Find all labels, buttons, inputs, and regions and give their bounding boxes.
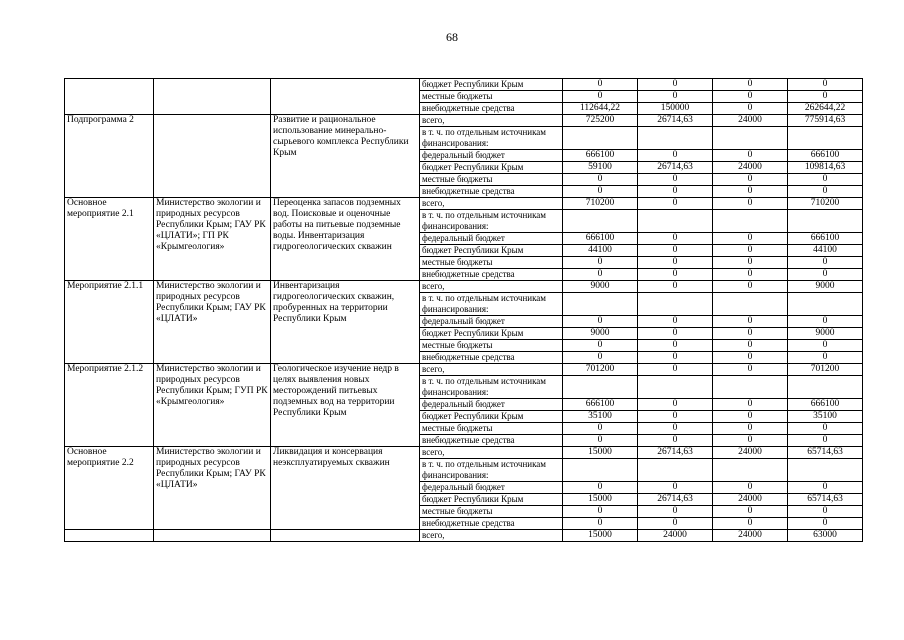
value-cell-v4: 0 xyxy=(788,91,863,103)
value-cell-v3: 0 xyxy=(713,198,788,210)
value-cell-v2: 0 xyxy=(638,198,713,210)
source-cell: в т. ч. по отдельным источникам финансирования: xyxy=(420,376,563,399)
source-cell: всего, xyxy=(420,447,563,459)
source-cell: федеральный бюджет xyxy=(420,316,563,328)
description-cell: Инвентаризация гидрогеологических скважин, пробуренных на территории Республики Крым xyxy=(271,281,420,364)
source-cell: всего, xyxy=(420,530,563,542)
value-cell-v2: 0 xyxy=(638,174,713,186)
value-cell-v3: 0 xyxy=(713,328,788,340)
source-cell: всего, xyxy=(420,364,563,376)
value-cell-v2: 0 xyxy=(638,364,713,376)
value-cell-v2: 0 xyxy=(638,352,713,364)
value-cell-v3: 24000 xyxy=(713,530,788,542)
value-cell-v4: 0 xyxy=(788,518,863,530)
value-cell-v3 xyxy=(713,293,788,316)
value-cell-v3 xyxy=(713,376,788,399)
executor-cell: Министерство экологии и природных ресурсов Республики Крым; ГУП РК «Крымгеология» xyxy=(154,364,271,447)
source-cell: в т. ч. по отдельным источникам финансирования: xyxy=(420,293,563,316)
value-cell-v3: 0 xyxy=(713,150,788,162)
value-cell-v3: 0 xyxy=(713,435,788,447)
description-cell xyxy=(271,79,420,115)
value-cell-v2 xyxy=(638,459,713,482)
value-cell-v2: 26714,63 xyxy=(638,162,713,174)
value-cell-v3: 0 xyxy=(713,91,788,103)
value-cell-v2: 0 xyxy=(638,506,713,518)
value-cell-v4: 666100 xyxy=(788,233,863,245)
value-cell-v1 xyxy=(563,293,638,316)
value-cell-v3: 24000 xyxy=(713,162,788,174)
source-cell: бюджет Республики Крым xyxy=(420,162,563,174)
name-cell: Основное мероприятие 2.1 xyxy=(65,198,154,281)
value-cell-v3: 0 xyxy=(713,352,788,364)
value-cell-v3 xyxy=(713,210,788,233)
source-cell: бюджет Республики Крым xyxy=(420,79,563,91)
value-cell-v4: 0 xyxy=(788,423,863,435)
value-cell-v2: 150000 xyxy=(638,103,713,115)
source-cell: бюджет Республики Крым xyxy=(420,494,563,506)
value-cell-v1: 0 xyxy=(563,506,638,518)
value-cell-v1: 44100 xyxy=(563,245,638,257)
value-cell-v4: 0 xyxy=(788,435,863,447)
value-cell-v3: 0 xyxy=(713,233,788,245)
value-cell-v1: 9000 xyxy=(563,328,638,340)
value-cell-v2: 26714,63 xyxy=(638,115,713,127)
value-cell-v4 xyxy=(788,293,863,316)
value-cell-v1 xyxy=(563,210,638,233)
value-cell-v4: 0 xyxy=(788,340,863,352)
value-cell-v3: 0 xyxy=(713,506,788,518)
value-cell-v2 xyxy=(638,376,713,399)
value-cell-v4: 0 xyxy=(788,186,863,198)
table-row xyxy=(65,281,863,293)
value-cell-v2: 0 xyxy=(638,281,713,293)
value-cell-v3: 0 xyxy=(713,79,788,91)
source-cell: бюджет Республики Крым xyxy=(420,411,563,423)
executor-cell: Министерство экологии и природных ресурсов Республики Крым; ГАУ РК «ЦЛАТИ» xyxy=(154,281,271,364)
source-cell: местные бюджеты xyxy=(420,174,563,186)
executor-cell xyxy=(154,79,271,115)
source-cell: федеральный бюджет xyxy=(420,482,563,494)
value-cell-v1: 725200 xyxy=(563,115,638,127)
value-cell-v2: 0 xyxy=(638,518,713,530)
source-cell: местные бюджеты xyxy=(420,91,563,103)
source-cell: местные бюджеты xyxy=(420,506,563,518)
value-cell-v3: 0 xyxy=(713,316,788,328)
value-cell-v1: 0 xyxy=(563,269,638,281)
source-cell: бюджет Республики Крым xyxy=(420,245,563,257)
executor-cell: Министерство экологии и природных ресурсов Республики Крым; ГАУ РК «ЦЛАТИ» xyxy=(154,447,271,530)
value-cell-v4 xyxy=(788,127,863,150)
value-cell-v2: 0 xyxy=(638,91,713,103)
value-cell-v4: 0 xyxy=(788,316,863,328)
value-cell-v4: 9000 xyxy=(788,328,863,340)
value-cell-v4: 0 xyxy=(788,257,863,269)
value-cell-v4: 63000 xyxy=(788,530,863,542)
source-cell: внебюджетные средства xyxy=(420,352,563,364)
value-cell-v2 xyxy=(638,127,713,150)
value-cell-v4: 775914,63 xyxy=(788,115,863,127)
value-cell-v4 xyxy=(788,210,863,233)
value-cell-v3 xyxy=(713,127,788,150)
executor-cell: Министерство экологии и природных ресурсов Республики Крым; ГАУ РК «ЦЛАТИ»; ГП РК «Крымгеология» xyxy=(154,198,271,281)
value-cell-v4: 262644,22 xyxy=(788,103,863,115)
table-row xyxy=(65,79,863,91)
value-cell-v3: 0 xyxy=(713,518,788,530)
source-cell: внебюджетные средства xyxy=(420,518,563,530)
value-cell-v1: 701200 xyxy=(563,364,638,376)
value-cell-v1: 112644,22 xyxy=(563,103,638,115)
value-cell-v1: 666100 xyxy=(563,150,638,162)
value-cell-v2: 0 xyxy=(638,257,713,269)
value-cell-v1: 0 xyxy=(563,257,638,269)
value-cell-v4: 0 xyxy=(788,174,863,186)
source-cell: местные бюджеты xyxy=(420,257,563,269)
description-cell: Развитие и рациональное использование минерально-сырьевого комплекса Республики Крым xyxy=(271,115,420,198)
value-cell-v2: 26714,63 xyxy=(638,494,713,506)
source-cell: всего, xyxy=(420,198,563,210)
source-cell: федеральный бюджет xyxy=(420,233,563,245)
value-cell-v4: 65714,63 xyxy=(788,494,863,506)
value-cell-v1: 0 xyxy=(563,352,638,364)
value-cell-v2: 0 xyxy=(638,340,713,352)
value-cell-v4: 44100 xyxy=(788,245,863,257)
value-cell-v2: 24000 xyxy=(638,530,713,542)
value-cell-v1: 15000 xyxy=(563,530,638,542)
value-cell-v3: 0 xyxy=(713,411,788,423)
value-cell-v4: 0 xyxy=(788,79,863,91)
value-cell-v4: 0 xyxy=(788,352,863,364)
value-cell-v2: 0 xyxy=(638,482,713,494)
executor-cell xyxy=(154,530,271,542)
value-cell-v2: 0 xyxy=(638,245,713,257)
value-cell-v4: 701200 xyxy=(788,364,863,376)
value-cell-v2: 0 xyxy=(638,411,713,423)
value-cell-v3: 0 xyxy=(713,103,788,115)
value-cell-v2: 0 xyxy=(638,186,713,198)
value-cell-v3: 0 xyxy=(713,281,788,293)
value-cell-v1: 0 xyxy=(563,340,638,352)
value-cell-v1: 0 xyxy=(563,174,638,186)
value-cell-v4: 0 xyxy=(788,506,863,518)
value-cell-v2: 0 xyxy=(638,399,713,411)
value-cell-v1: 0 xyxy=(563,518,638,530)
source-cell: всего, xyxy=(420,281,563,293)
description-cell: Переоценка запасов подземных вод. Поисковые и оценочные работы на питьевые подземные воды. Инвентаризация гидрогеологических скважин xyxy=(271,198,420,281)
value-cell-v3: 0 xyxy=(713,245,788,257)
name-cell: Мероприятие 2.1.1 xyxy=(65,281,154,364)
budget-table xyxy=(64,78,863,542)
source-cell: федеральный бюджет xyxy=(420,399,563,411)
value-cell-v3: 24000 xyxy=(713,494,788,506)
source-cell: местные бюджеты xyxy=(420,340,563,352)
value-cell-v1: 0 xyxy=(563,435,638,447)
value-cell-v2: 0 xyxy=(638,269,713,281)
value-cell-v1: 666100 xyxy=(563,233,638,245)
value-cell-v3: 0 xyxy=(713,186,788,198)
page-number: 68 xyxy=(446,30,458,44)
table-row xyxy=(65,115,863,127)
value-cell-v1: 35100 xyxy=(563,411,638,423)
value-cell-v3: 24000 xyxy=(713,115,788,127)
table-body xyxy=(65,79,863,542)
value-cell-v2: 0 xyxy=(638,79,713,91)
value-cell-v3: 0 xyxy=(713,269,788,281)
value-cell-v4: 9000 xyxy=(788,281,863,293)
table-row xyxy=(65,364,863,376)
value-cell-v3: 0 xyxy=(713,364,788,376)
source-cell: федеральный бюджет xyxy=(420,150,563,162)
value-cell-v3: 0 xyxy=(713,257,788,269)
value-cell-v4: 65714,63 xyxy=(788,447,863,459)
value-cell-v3: 0 xyxy=(713,482,788,494)
value-cell-v1 xyxy=(563,459,638,482)
source-cell: внебюджетные средства xyxy=(420,103,563,115)
value-cell-v3: 24000 xyxy=(713,447,788,459)
value-cell-v4: 0 xyxy=(788,482,863,494)
source-cell: в т. ч. по отдельным источникам финансирования: xyxy=(420,127,563,150)
value-cell-v2: 0 xyxy=(638,423,713,435)
value-cell-v2: 26714,63 xyxy=(638,447,713,459)
table-row xyxy=(65,198,863,210)
source-cell: в т. ч. по отдельным источникам финансирования: xyxy=(420,459,563,482)
value-cell-v4: 666100 xyxy=(788,399,863,411)
value-cell-v4: 109814,63 xyxy=(788,162,863,174)
value-cell-v1 xyxy=(563,376,638,399)
value-cell-v4 xyxy=(788,376,863,399)
description-cell: Ликвидация и консервация неэксплуатируемых скважин xyxy=(271,447,420,530)
source-cell: внебюджетные средства xyxy=(420,269,563,281)
value-cell-v3: 0 xyxy=(713,340,788,352)
source-cell: местные бюджеты xyxy=(420,423,563,435)
value-cell-v4: 710200 xyxy=(788,198,863,210)
executor-cell xyxy=(154,115,271,198)
source-cell: внебюджетные средства xyxy=(420,435,563,447)
source-cell: внебюджетные средства xyxy=(420,186,563,198)
value-cell-v3: 0 xyxy=(713,423,788,435)
value-cell-v3: 0 xyxy=(713,399,788,411)
value-cell-v1: 59100 xyxy=(563,162,638,174)
name-cell: Подпрограмма 2 xyxy=(65,115,154,198)
value-cell-v1: 0 xyxy=(563,423,638,435)
value-cell-v2: 0 xyxy=(638,150,713,162)
table-row xyxy=(65,530,863,542)
value-cell-v4: 35100 xyxy=(788,411,863,423)
value-cell-v1: 710200 xyxy=(563,198,638,210)
value-cell-v2: 0 xyxy=(638,328,713,340)
name-cell: Основное мероприятие 2.2 xyxy=(65,447,154,530)
value-cell-v4: 0 xyxy=(788,269,863,281)
value-cell-v2: 0 xyxy=(638,435,713,447)
name-cell xyxy=(65,79,154,115)
value-cell-v3 xyxy=(713,459,788,482)
source-cell: бюджет Республики Крым xyxy=(420,328,563,340)
value-cell-v1: 0 xyxy=(563,482,638,494)
value-cell-v2 xyxy=(638,210,713,233)
value-cell-v4 xyxy=(788,459,863,482)
value-cell-v1: 15000 xyxy=(563,494,638,506)
description-cell xyxy=(271,530,420,542)
value-cell-v2: 0 xyxy=(638,316,713,328)
value-cell-v1: 0 xyxy=(563,186,638,198)
source-cell: в т. ч. по отдельным источникам финансирования: xyxy=(420,210,563,233)
value-cell-v3: 0 xyxy=(713,174,788,186)
value-cell-v1 xyxy=(563,127,638,150)
source-cell: всего, xyxy=(420,115,563,127)
name-cell: Мероприятие 2.1.2 xyxy=(65,364,154,447)
value-cell-v2 xyxy=(638,293,713,316)
value-cell-v1: 15000 xyxy=(563,447,638,459)
value-cell-v1: 9000 xyxy=(563,281,638,293)
table-row xyxy=(65,447,863,459)
value-cell-v4: 666100 xyxy=(788,150,863,162)
value-cell-v1: 666100 xyxy=(563,399,638,411)
value-cell-v1: 0 xyxy=(563,316,638,328)
value-cell-v1: 0 xyxy=(563,91,638,103)
name-cell xyxy=(65,530,154,542)
value-cell-v2: 0 xyxy=(638,233,713,245)
description-cell: Геологическое изучение недр в целях выявления новых месторождений питьевых подземных вод на территории Республики Крым xyxy=(271,364,420,447)
value-cell-v1: 0 xyxy=(563,79,638,91)
